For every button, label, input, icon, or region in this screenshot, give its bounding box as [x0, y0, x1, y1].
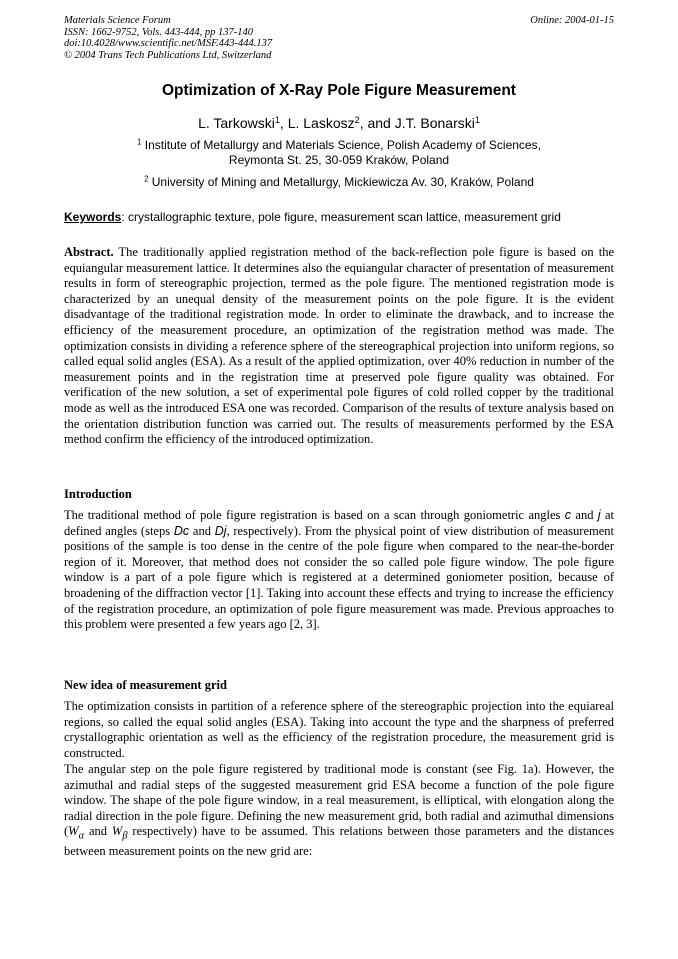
delta-phi-symbol: Dj [214, 523, 227, 538]
delta-chi-symbol: Dc [173, 523, 190, 538]
paragraph-text: and [571, 508, 598, 522]
abstract-paragraph [64, 245, 614, 448]
symbol-subscript: α [78, 830, 85, 842]
paragraph-text: The traditional method of pole figure registration is based on a scan through goniometric angles [64, 508, 565, 522]
affiliation-number: 2 [144, 174, 149, 184]
affiliation-line: Institute of Metallurgy and Materials Science, Polish Academy of Sciences, [144, 138, 541, 152]
doi-line: doi:10.4028/www.scientific.net/MSF.443-444.137 [64, 38, 273, 49]
author-name: L. Laskosz [287, 115, 355, 131]
keywords-text: : crystallographic texture, pole figure, measurement scan lattice, measurement grid [121, 210, 561, 224]
journal-name: Materials Science Forum [64, 15, 171, 26]
section-heading-introduction: Introduction [64, 487, 132, 501]
affiliation-line: Reymonta St. 25, 30-059 Kraków, Poland [228, 153, 450, 167]
keywords-label: Keywords [64, 210, 122, 224]
affiliation-line: University of Mining and Metallurgy, Mickiewicza Av. 30, Kraków, Poland [151, 175, 534, 189]
paper-title: Optimization of X-Ray Pole Figure Measurement [162, 82, 516, 99]
w-alpha-symbol [68, 824, 85, 842]
chi-symbol: c [564, 508, 572, 522]
author-affiliation-mark: 2 [354, 115, 360, 125]
author-affiliation-mark: 1 [474, 115, 480, 125]
issn-line: ISSN: 1662-9752, Vols. 443-444, pp 137-140 [64, 26, 253, 38]
new-idea-paragraph-2 [64, 762, 614, 860]
section-heading-new-idea: New idea of measurement grid [64, 678, 227, 692]
affiliation-1 [64, 138, 614, 168]
abstract-label: Abstract. [64, 245, 114, 259]
journal-metadata [64, 15, 624, 61]
introduction-paragraph [64, 508, 614, 633]
symbol-letter: W [111, 824, 123, 839]
w-beta-symbol [111, 824, 128, 842]
paragraph-text: at defined angles (steps [64, 508, 614, 538]
author-separator: , [279, 115, 288, 131]
author-list [64, 115, 614, 131]
keywords-line [64, 210, 624, 224]
author-separator: , and [359, 115, 395, 131]
symbol-subscript: β [122, 830, 128, 842]
copyright-line: © 2004 Trans Tech Publications Ltd, Switzerland [64, 49, 272, 61]
paragraph-text: , respectively). From the physical point of view distribution of measurement positions of the sample is too dense in the centre of the pole figure when compared to the near-the-border region of it. Moreover, that method does not consider the so called pole figure window. The pole figure window is a part of a pole figure which is registered at a determined goniometer position, because of broadening of the diffraction vector [1]. Taking into account these effects and trying to increase the efficiency of the registration procedure, an optimization of pole figure measurement was made. Previous approaches to this problem were presented a few years ago [2, 3]. [64, 523, 614, 632]
author-name: J.T. Bonarski [394, 115, 475, 131]
paragraph-text: and [84, 824, 112, 839]
symbol-letter: W [68, 824, 79, 839]
paragraph-text: and [189, 523, 215, 538]
abstract-text: The traditionally applied registration method of the back-reflection pole figure is based on the equiangular measurement lattice. It determines also the equiangular character of presentation of measurement results in form of stereographic projection, termed as the pole figure. The mentioned registration mode is characterized by an unequal density of the measurement points on the pole figure. It is the evident disadvantage of the traditional registration mode. In order to eliminate the drawback, and to increase the efficiency of the measurement procedure, an optimization of the registration method was made. The optimization consists in dividing a reference sphere of the stereographical projection into uniform regions, so called equal solid angles (ESA). As a result of the applied optimization, over 40% reduction in number of the measurement points and in the registration time at preserved pole figure quality was obtained. For verification of the new solution, a set of experimental pole figures of cold rolled copper by the traditional mode as well as the introduced ESA one was recorded. Comparison of the results of texture analysis based on the orientation distribution function was carried out. The results of measurements performed by the ESA method confirm the efficiency of the introduced optimization. [64, 245, 614, 447]
paragraph-text: The angular step on the pole figure registered by traditional mode is constant (see Fig. 1a). However, the azimuthal and radial steps of the suggested measurement grid ESA become a function of the pole figure window. The shape of the pole figure window, in a real measurement, is elliptical, with elongation along the radial direction in the pole figure. Defining the new measurement grid, both radial and azimuthal dimensions ( [64, 762, 614, 839]
affiliation-2 [64, 175, 614, 190]
paragraph-text: respectively) have to be assumed. This relations between those parameters and the distances between measurement points on the new grid are: [64, 824, 614, 859]
online-date: Online: 2004-01-15 [530, 15, 614, 26]
new-idea-paragraph-1: The optimization consists in partition of a reference sphere of the stereographic projection into the equiareal regions, so called the equal solid angles (ESA). Taking into account the type and the sharpness of preferred crystallographic orientation as well as the efficiency of the registration procedure, the measurement grid is constructed. [64, 699, 614, 760]
author-affiliation-mark: 1 [274, 115, 280, 125]
author-name: L. Tarkowski [198, 115, 275, 131]
affiliation-number: 1 [137, 137, 142, 147]
phi-symbol: j [597, 508, 601, 522]
